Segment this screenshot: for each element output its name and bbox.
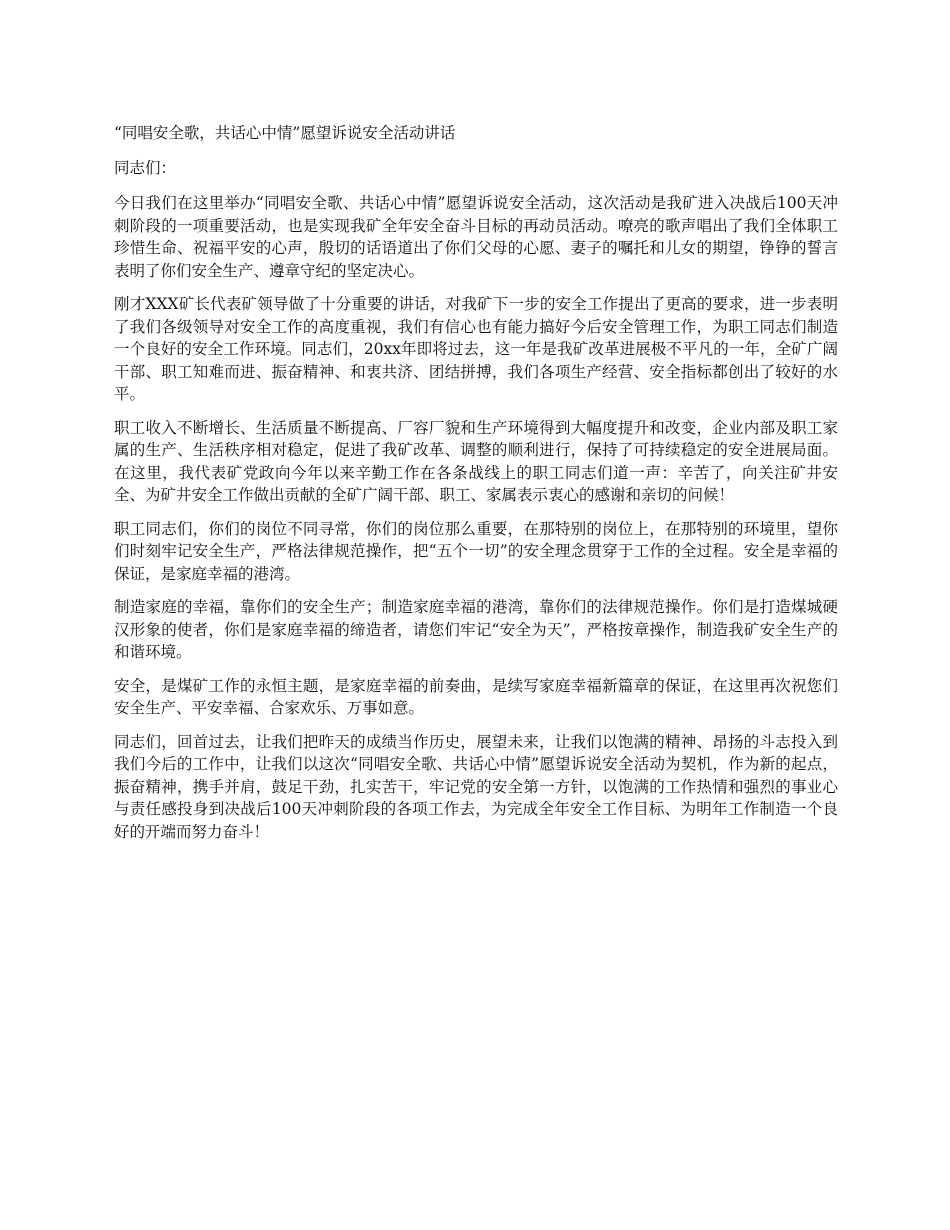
paragraph: 职工同志们，你们的岗位不同寻常，你们的岗位那么重要，在那特别的岗位上，在那特别的环境里，望你们时刻牢记安全生产，严格法律规范操作，把“五个一切”的安全理念贯穿于工作的全过程。安全是幸福的保证，是家庭幸福的港湾。 — [114, 519, 838, 583]
paragraph: 同志们，回首过去，让我们把昨天的成绩当作历史，展望未来，让我们以饱满的精神、昂扬的斗志投入到我们今后的工作中，让我们以这次“同唱安全歌、共话心中情”愿望诉说安全活动为契机，作为新的起点，振奋精神，携手并肩，鼓足干劲，扎实苦干，牢记党的安全第一方针，以饱满的工作热情和强烈的事业心与责任感投身到决战后100天冲刺阶段的各项工作去，为完成全年安全工作目标、为明年工作制造一个良好的开端而努力奋斗！ — [114, 732, 838, 841]
paragraph: 今日我们在这里举办“同唱安全歌、共话心中情”愿望诉说安全活动，这次活动是我矿进入决战后100天冲刺阶段的一项重要活动，也是实现我矿全年安全奋斗目标的再动员活动。嘹亮的歌声唱出了我们全体职工珍惜生命、祝福平安的心声，殷切的话语道出了你们父母的心愿、妻子的嘱托和儿女的期望，铮铮的誓言表明了你们安全生产、遵章守纪的坚定决心。 — [114, 194, 838, 280]
document-title: “同唱安全歌，共话心中情”愿望诉说安全活动讲话 — [114, 124, 456, 142]
paragraph: 安全，是煤矿工作的永恒主题，是家庭幸福的前奏曲，是续写家庭幸福新篇章的保证，在这里再次祝您们安全生产、平安幸福、合家欢乐、万事如意。 — [114, 676, 838, 717]
paragraph: 制造家庭的幸福，靠你们的安全生产；制造家庭幸福的港湾，靠你们的法律规范操作。你们是打造煤城硬汉形象的使者，你们是家庭幸福的缔造者，请您们牢记“安全为天”，严格按章操作，制造我矿安全生产的和谐环境。 — [114, 598, 838, 661]
paragraph: 刚才XXX矿长代表矿领导做了十分重要的讲话，对我矿下一步的安全工作提出了更高的要求，进一步表明了我们各级领导对安全工作的高度重视，我们有信心也有能力搞好今后安全管理工作，为职工同志们制造一个良好的安全工作环境。同志们，20xx年即将过去，这一年是我矿改革进展极不平凡的一年，全矿广阔干部、职工知难而进、振奋精神、和衷共济、团结拼搏，我们各项生产经营、安全指标都创出了较好的水平。 — [114, 295, 838, 403]
salutation: 同志们： — [114, 158, 177, 177]
document-page — [114, 122, 838, 854]
paragraph: 职工收入不断增长、生活质量不断提高、厂容厂貌和生产环境得到大幅度提升和改变，企业内部及职工家属的生产、生活秩序相对稳定，促进了我矿改革、调整的顺利进行，保持了可持续稳定的安全进展局面。在这里，我代表矿党政向今年以来辛勤工作在各条战线上的职工同志们道一声：辛苦了，向关注矿井安全、为矿井安全工作做出贡献的全矿广阔干部、职工、家属表示衷心的感谢和亲切的问候！ — [114, 418, 838, 504]
